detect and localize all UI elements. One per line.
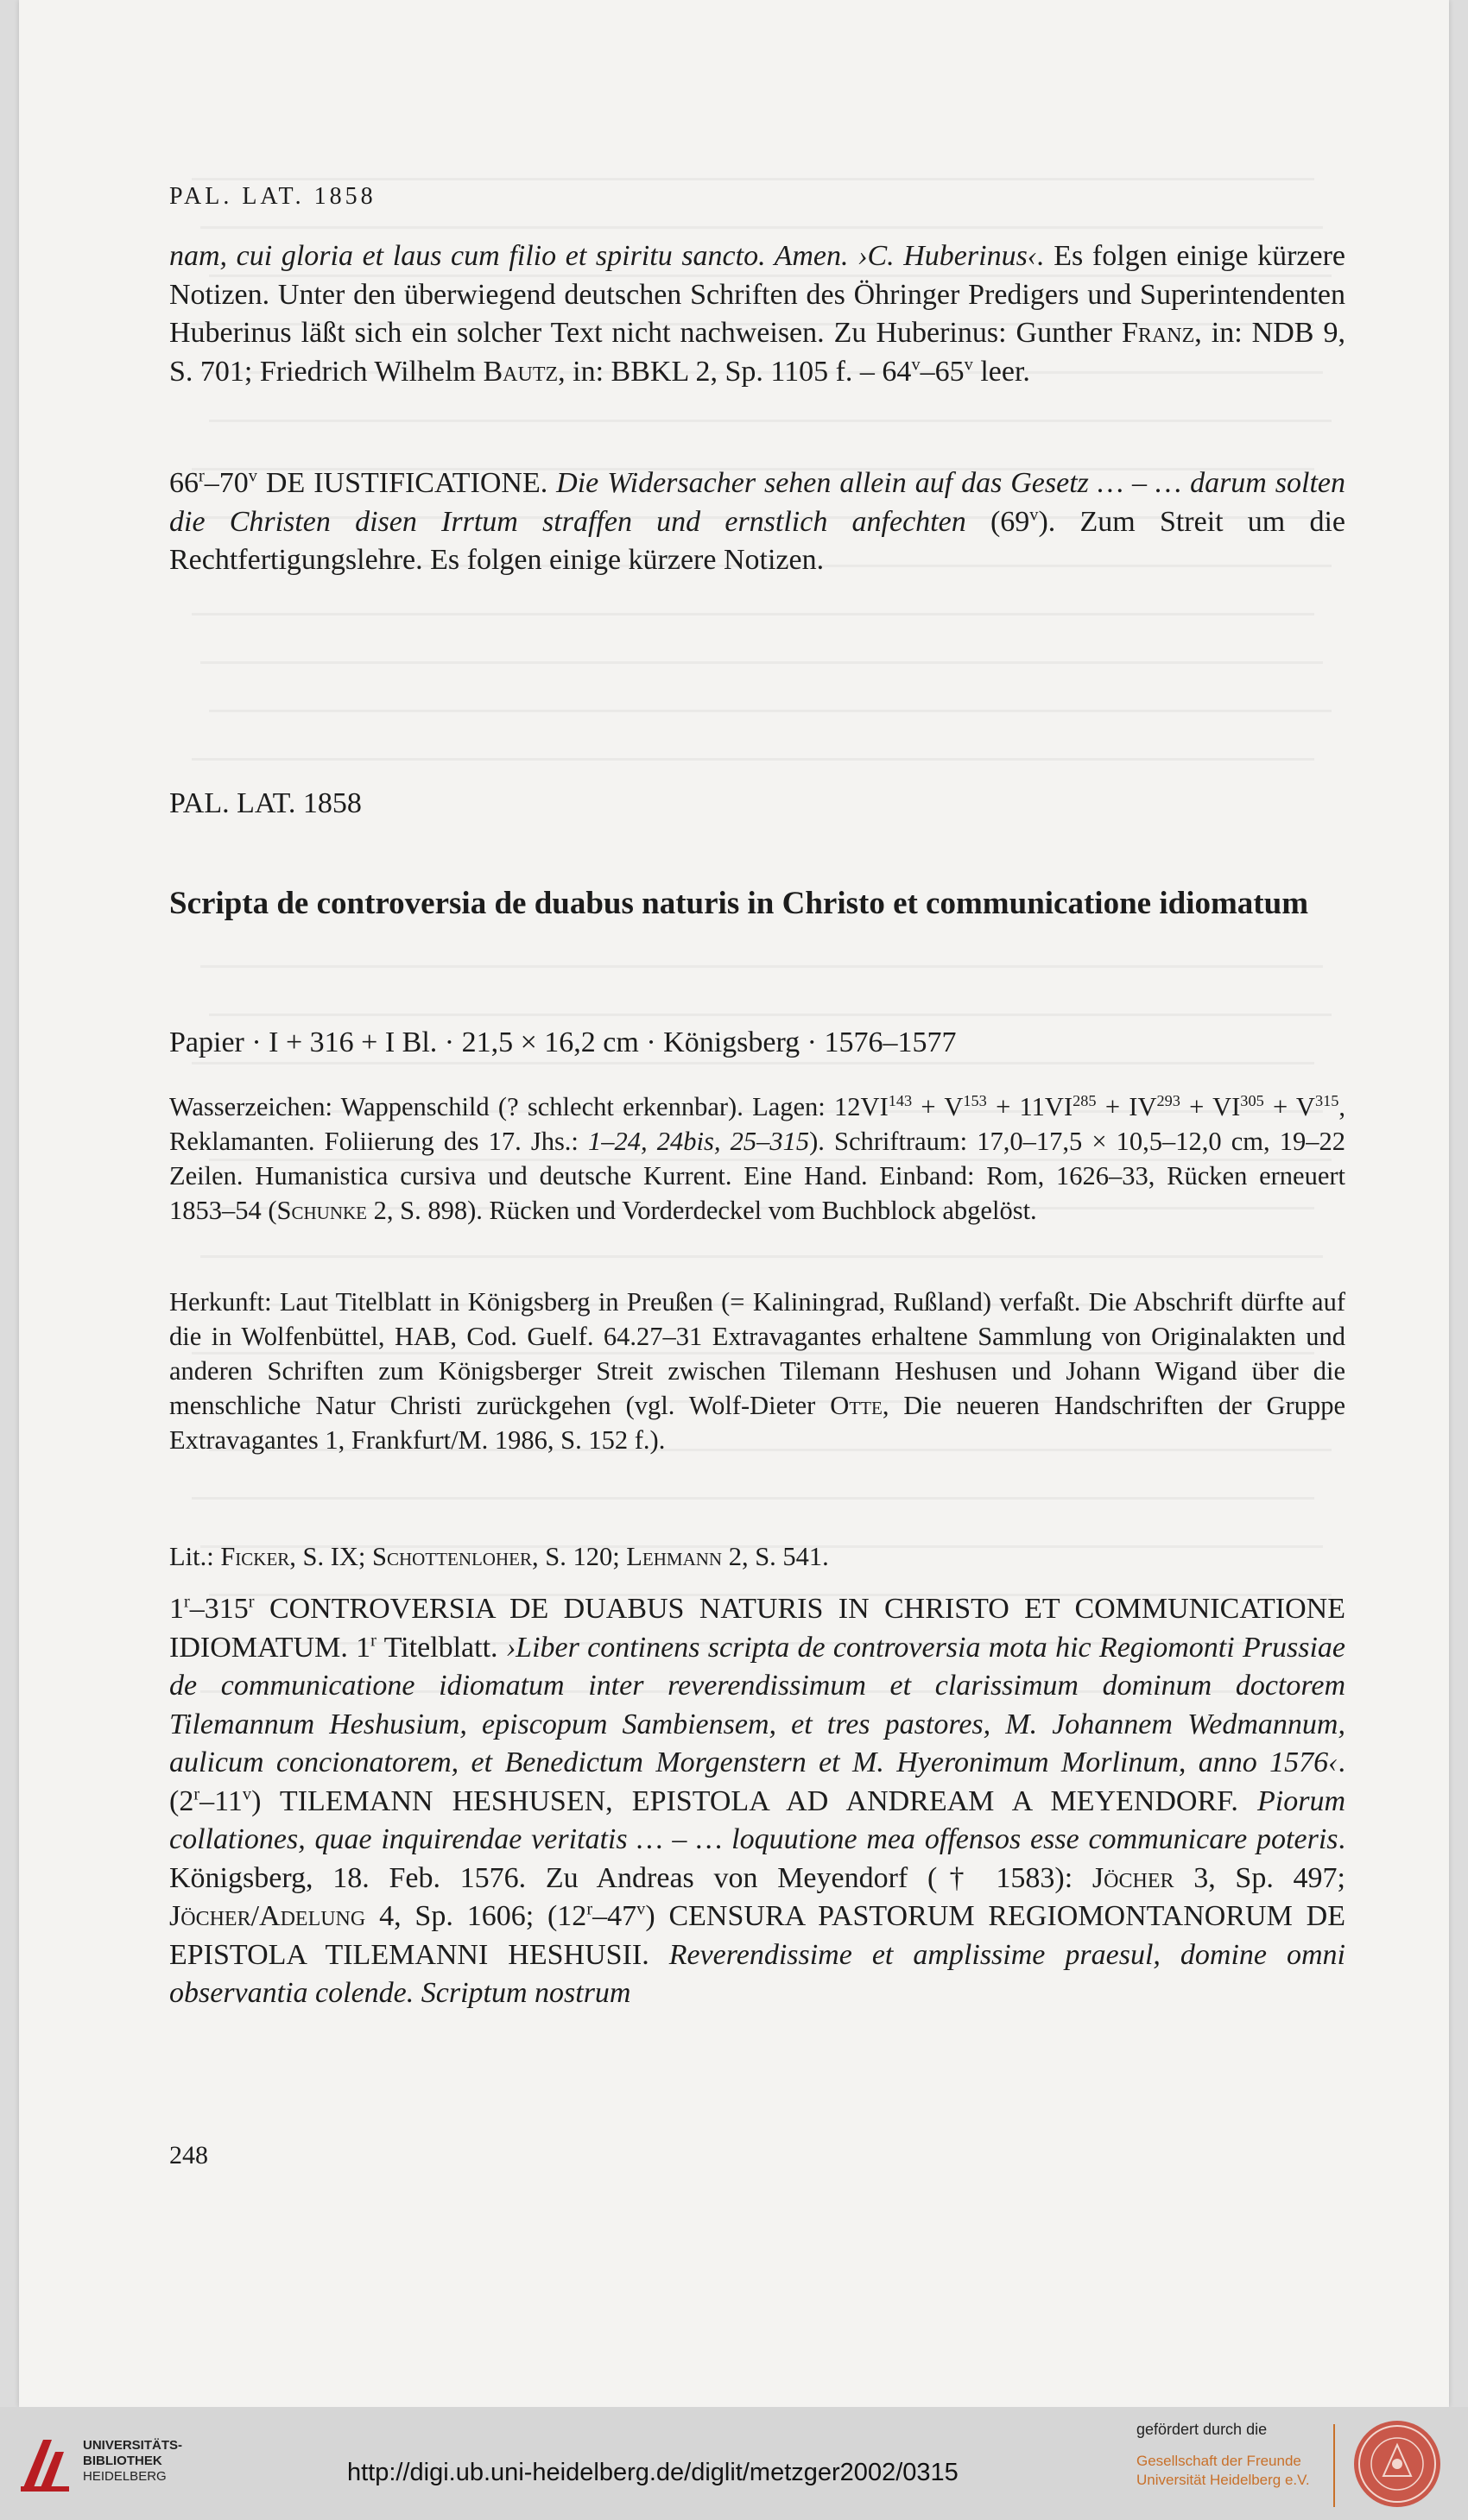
university-library-name: UNIVERSITÄTS- BIBLIOTHEK HEIDELBERG bbox=[83, 2438, 183, 2484]
contents-paragraph: 1$^r$–315$^r$ CONTROVERSIA DE DUABUS NATURIS IN CHRISTO ET COMMUNICATIONE IDIOMATUM. 1$^r$ Titelblatt. ›Liber continens scripta de controversia mota hic Regiomonti Prussiae de communicatione idiomatum inter reverendissimum et clarissimum dominum doctorem Tilemannum Heshusium, episcopum Sambiensem, et tres pastores, M. Johannem Wedmannum, aulicum concionatorem, et Benedictum Morgenstern et M. Hyeronimum Morlinum, anno 1576‹. (2$^r$–11$^v$) TILEMANN HESHUSEN, EPISTOLA AD ANDREAM A MEYENDORF. Piorum collationes, quae inquirendae veritatis … – … loquutione mea offensos esse communicare poteris. Königsberg, 18. Feb. 1576. Zu Andreas von Meyendorf († 1583): Jöcher 3, Sp. 497; Jöcher/Adelung 4, Sp. 1606; (12$^r$–47$^v$) CENSURA PASTORUM REGIOMONTANORUM DE EPISTOLA TILEMANNI HESHUSII. Reverendissime et amplissime praesul, domine omni observantia colende. Scriptum nostrum bbox=[169, 1592, 1345, 2009]
bleed-through-line bbox=[209, 710, 1332, 712]
literature-line: Lit.: Ficker, S. IX; Schottenloher, S. 120; Lehmann 2, S. 541. bbox=[169, 1542, 829, 1571]
watermark-paragraph: Wasserzeichen: Wappenschild (? schlecht erkennbar). Lagen: $12VI^{143} + V^{153} + 11VI^{285} + IV^{293} + VI^{305} + V^{315}$, Reklamanten. Foliierung des 17. Jhs.: 1–24, 24bis, 25–315). Schriftraum: 17,0–17,5 × 10,5–12,0 cm, 19–22 Zeilen. Humanistica cursiva und deutsche Kurrent. Eine Hand. Einband: Rom, 1626–33, Rücken erneuert 1853–54 (Schunke 2, S. 898). Rücken und Vorderdeckel vom Buchblock abgelöst. bbox=[169, 1091, 1346, 1225]
bleed-through-line bbox=[200, 661, 1323, 664]
permalink-url[interactable]: http://digi.ub.uni-heidelberg.de/diglit/metzger2002/0315 bbox=[347, 2459, 959, 2486]
bleed-through-line bbox=[192, 758, 1314, 761]
running-head: PAL. LAT. 1858 bbox=[169, 183, 376, 210]
footer-divider bbox=[1333, 2424, 1335, 2507]
manuscript-title: Scripta de controversia de duabus naturis in Christo et communicatione idiomatum bbox=[169, 886, 1309, 921]
university-seal-icon bbox=[1352, 2419, 1442, 2509]
page-number: 248 bbox=[169, 2141, 208, 2169]
bleed-through-line bbox=[200, 1255, 1323, 1258]
continuation-paragraph-1: nam, cui gloria et laus cum filio et spiritu sancto. Amen. ›C. Huberinus‹. Es folgen einige kürzere Notizen. Unter den überwiegend deutschen Schriften des Öhringer Predigers und Superintendenten Huberinus läßt sich ein solcher Text nicht nachweisen. Zu Huberinus: Gunther Franz, in: NDB 9, S. 701; Friedrich Wilhelm Bautz, in: BBKL 2, Sp. 1105 f. – 64$^v$–65$^v$ leer. bbox=[169, 240, 1345, 388]
bleed-through-line bbox=[209, 420, 1332, 422]
continuation-paragraph-2: 66$^r$–70$^v$ DE IUSTIFICATIONE. Die Widersacher sehen allein auf das Gesetz … – … darum solten die Christen disen Irrtum straffen und ernstlich anfechten (69$^v$). Zum Streit um die Rechtfertigungslehre. Es folgen einige kürzere Notizen. bbox=[169, 466, 1346, 576]
bleed-through-line bbox=[192, 613, 1314, 616]
society-name: Gesellschaft der Freunde Universität Heidelberg e.V. bbox=[1136, 2453, 1310, 2488]
manuscript-signature: PAL. LAT. 1858 bbox=[169, 787, 362, 819]
bleed-through-line bbox=[209, 1014, 1332, 1016]
bleed-through-line bbox=[192, 178, 1314, 180]
physical-description: Papier · I + 316 + I Bl. · 21,5 × 16,2 cm · Königsberg · 1576–1577 bbox=[169, 1026, 957, 1058]
university-library-logo-icon bbox=[17, 2433, 76, 2495]
funding-note: gefördert durch die bbox=[1136, 2421, 1268, 2438]
bleed-through-line bbox=[200, 965, 1323, 968]
provenance-paragraph: Herkunft: Laut Titelblatt in Königsberg in Preußen (= Kaliningrad, Rußland) verfaßt. Die Abschrift dürfte auf die in Wolfenbüttel, HAB, Cod. Guelf. 64.27–31 Extravagantes erhaltene Sammlung von Originalakten und anderen Schriften zum Königsberger Streit zwischen Tilemann Heshusen und Johann Wigand über die menschliche Natur Christi zurückgehen (vgl. Wolf-Dieter Otte, Die neueren Handschriften der Gruppe Extravagantes 1, Frankfurt/M. 1986, S. 152 f.). bbox=[169, 1287, 1345, 1455]
bleed-through-line bbox=[192, 1497, 1314, 1500]
bleed-through-line bbox=[200, 226, 1323, 229]
document-page bbox=[19, 0, 1449, 2407]
viewer-footer bbox=[0, 2407, 1468, 2520]
